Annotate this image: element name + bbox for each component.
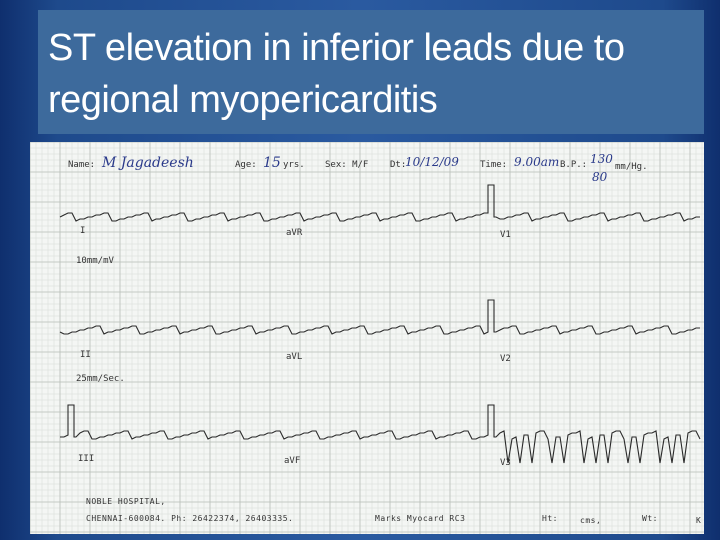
lead-label-I: I bbox=[80, 226, 86, 236]
ecg-strip-image bbox=[30, 142, 704, 534]
lead-label-aVR: aVR bbox=[286, 228, 303, 238]
time-label: Time: bbox=[480, 160, 508, 170]
lead-label-aVF: aVF bbox=[284, 456, 301, 466]
age-value: 15 bbox=[263, 155, 281, 171]
age-unit: yrs. bbox=[283, 160, 305, 170]
slide-title-line-2: regional myopericarditis bbox=[48, 79, 438, 121]
lead-label-V1: V1 bbox=[500, 230, 511, 240]
weight-unit: K bbox=[696, 516, 702, 525]
date-label: Dt: bbox=[390, 160, 407, 170]
sex-label: Sex: M/F bbox=[325, 160, 369, 170]
bp-label: B.P.: bbox=[560, 160, 588, 170]
hospital-name: NOBLE HOSPITAL, bbox=[86, 497, 166, 506]
age-label: Age: bbox=[235, 160, 257, 170]
patient-name: M Jagadeesh bbox=[102, 155, 194, 171]
ecg-grid-and-traces bbox=[30, 142, 704, 534]
weight-label: Wt: bbox=[642, 514, 658, 523]
bp-systolic: 130 bbox=[590, 152, 613, 166]
date-value: 10/12/09 bbox=[405, 155, 459, 169]
height-label: Ht: bbox=[542, 514, 558, 523]
time-value: 9.00am bbox=[514, 155, 560, 169]
device-name: Marks Myocard RC3 bbox=[375, 514, 466, 523]
bp-diastolic: 80 bbox=[592, 170, 608, 184]
name-label: Name: bbox=[68, 160, 96, 170]
lead-label-aVL: aVL bbox=[286, 352, 303, 362]
lead-label-V2: V2 bbox=[500, 354, 511, 364]
bp-unit: mm/Hg. bbox=[615, 162, 648, 172]
lead-label-II: II bbox=[80, 350, 91, 360]
gain-setting: 10mm/mV bbox=[76, 256, 114, 266]
lead-label-V3: V3 bbox=[500, 458, 511, 468]
lead-label-III: III bbox=[78, 454, 95, 464]
paper-speed: 25mm/Sec. bbox=[76, 374, 125, 384]
slide-title bbox=[48, 22, 698, 126]
hospital-address: CHENNAI-600084. Ph: 26422374, 26403335. bbox=[86, 514, 294, 523]
slide-title-line-1: ST elevation in inferior leads due to bbox=[48, 27, 625, 69]
height-unit: cms, bbox=[580, 516, 602, 525]
